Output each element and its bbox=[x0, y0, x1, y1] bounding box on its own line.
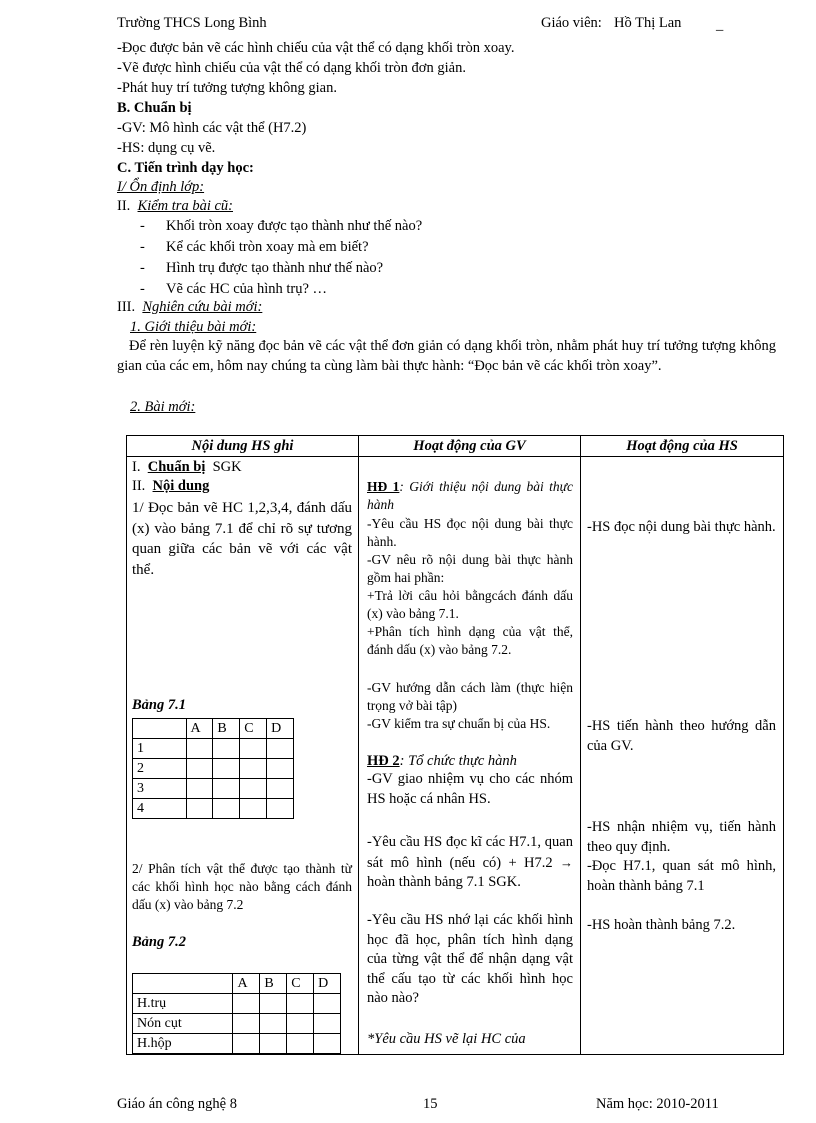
question-3: - Hình trụ được tạo thành như thế nào? bbox=[140, 260, 384, 276]
new-lesson-title: 2. Bài mới: bbox=[130, 399, 196, 415]
item-1: 1/ Đọc bản vẽ HC 1,2,3,4, đánh dấu (x) vào bảng 7.1 để chỉ rõ sự tương quan giữa các bản vẽ với các vật thể. bbox=[132, 500, 352, 578]
lesson-table bbox=[126, 435, 784, 1055]
bang72-table: A B C D H.trụ Nón cụt H.hộp bbox=[132, 973, 341, 1054]
col-gv-activity bbox=[359, 457, 581, 1055]
section-b-gv: -GV: Mô hình các vật thể (H7.2) bbox=[117, 120, 307, 136]
footer-left: Giáo án công nghệ 8 bbox=[117, 1096, 237, 1112]
col-hs-notes bbox=[127, 457, 359, 1055]
gv-p5: -GV hướng dẫn cách làm (thực hiện trọng vở bài tập) bbox=[367, 680, 573, 713]
header-hs-activity: Hoạt động của HS bbox=[581, 436, 784, 457]
question-4: - Vẽ các HC của hình trụ? … bbox=[140, 281, 328, 297]
school-name: Trường THCS Long Bình bbox=[117, 15, 267, 31]
step-3 bbox=[117, 298, 262, 317]
content-line: II. Nội dung bbox=[132, 478, 210, 494]
footer-right: Năm học: 2010-2011 bbox=[596, 1096, 719, 1112]
section-c-title: C. Tiến trình dạy học: bbox=[117, 160, 254, 176]
teacher-label: Giáo viên: bbox=[541, 15, 602, 31]
col-hs-activity bbox=[581, 457, 784, 1055]
objective-1: -Đọc được bản vẽ các hình chiếu của vật thể có dạng khối tròn xoay. bbox=[117, 40, 515, 56]
gv-p8: -Yêu cầu HS đọc kĩ các H7.1, quan sát mô hình (nếu có) + H7.2 →hoàn thành bảng 7.1 SGK. bbox=[367, 834, 573, 890]
header-mark: _ bbox=[716, 17, 724, 33]
gv-p1: -Yêu cầu HS đọc nội dung bài thực hành. bbox=[367, 516, 573, 549]
step-3-num: III. bbox=[117, 299, 136, 315]
objective-2: -Vẽ được hình chiếu của vật thể có dạng khối tròn đơn giản. bbox=[117, 60, 466, 76]
gv-p4: +Phân tích hình dạng của vật thể, đánh dấu (x) vào bảng 7.2. bbox=[367, 624, 573, 657]
step-1: I/ Ổn định lớp: bbox=[117, 179, 205, 195]
objective-3: -Phát huy trí tưởng tượng không gian. bbox=[117, 80, 337, 96]
hs-r2: -HS tiến hành theo hướng dẫn của GV. bbox=[587, 718, 776, 754]
prep-line: I. Chuẩn bị SGK bbox=[132, 459, 242, 475]
hs-r4: -Đọc H7.1, quan sát mô hình, hoàn thành bảng 7.1 bbox=[587, 858, 776, 894]
bang71-table: A B C D 1 2 3 4 bbox=[132, 718, 294, 819]
section-b-hs: -HS: dụng cụ vẽ. bbox=[117, 140, 216, 156]
section-b-title: B. Chuẩn bị bbox=[117, 100, 192, 116]
hd2: HĐ 2: Tổ chức thực hành bbox=[367, 753, 517, 769]
page-number: 15 bbox=[423, 1096, 438, 1112]
gv-p6: -GV kiểm tra sự chuẩn bị của HS. bbox=[367, 716, 551, 731]
gv-p10: *Yêu cầu HS vẽ lại HC của bbox=[367, 1031, 526, 1047]
question-1: - Khối tròn xoay được tạo thành như thế nào? bbox=[140, 218, 423, 234]
step-2-title: Kiểm tra bài cũ: bbox=[137, 198, 233, 214]
gv-p3: +Trả lời câu hỏi bằngcách đánh dấu (x) vào bảng 7.1. bbox=[367, 588, 573, 621]
hs-r5: -HS hoàn thành bảng 7.2. bbox=[587, 917, 736, 933]
header-hs-notes: Nội dung HS ghi bbox=[127, 436, 359, 457]
step-3-title: Nghiên cứu bài mới: bbox=[142, 299, 263, 315]
intro-title: 1. Giới thiệu bài mới: bbox=[130, 319, 257, 335]
hs-r3: -HS nhận nhiệm vụ, tiến hành theo quy định. bbox=[587, 819, 776, 855]
gv-p7: -GV giao nhiệm vụ cho các nhóm HS hoặc cá nhân HS. bbox=[367, 771, 573, 807]
step-2 bbox=[117, 197, 233, 216]
bang71-title: Bảng 7.1 bbox=[132, 697, 186, 713]
bang72-title: Bảng 7.2 bbox=[132, 934, 186, 950]
header-gv-activity: Hoạt động của GV bbox=[359, 436, 581, 457]
gv-p9: -Yêu cầu HS nhớ lại các khối hình học đã học, phân tích hình dạng của từng vật thể để nhận dạng vật thể cấu tạo từ các khối hình học nào nào? bbox=[367, 912, 573, 1006]
item-2: 2/ Phân tích vật thể được tạo thành từ các khối hình học nào bằng cách đánh dấu (x) vào bảng 7.2 bbox=[132, 861, 352, 912]
hs-r1: -HS đọc nội dung bài thực hành. bbox=[587, 519, 776, 535]
intro-text: Để rèn luyện kỹ năng đọc bản vẽ các vật thể đơn giản có dạng khối tròn, nhằm phát huy trí tưởng tượng không gian của các em, hôm nay chúng ta cùng làm bài thực hành: “Đọc bản vẽ các khối tròn xoay”. bbox=[117, 338, 776, 374]
hd1: HĐ 1: Giới thiệu nội dung bài thực hành bbox=[367, 479, 573, 512]
step-2-num: II. bbox=[117, 198, 131, 214]
teacher-name: Hồ Thị Lan bbox=[614, 15, 682, 31]
arrow-right-icon: → bbox=[560, 854, 573, 870]
question-2: - Kể các khối tròn xoay mà em biết? bbox=[140, 239, 369, 255]
gv-p2: -GV nêu rõ nội dung bài thực hành gồm hai phần: bbox=[367, 552, 573, 585]
